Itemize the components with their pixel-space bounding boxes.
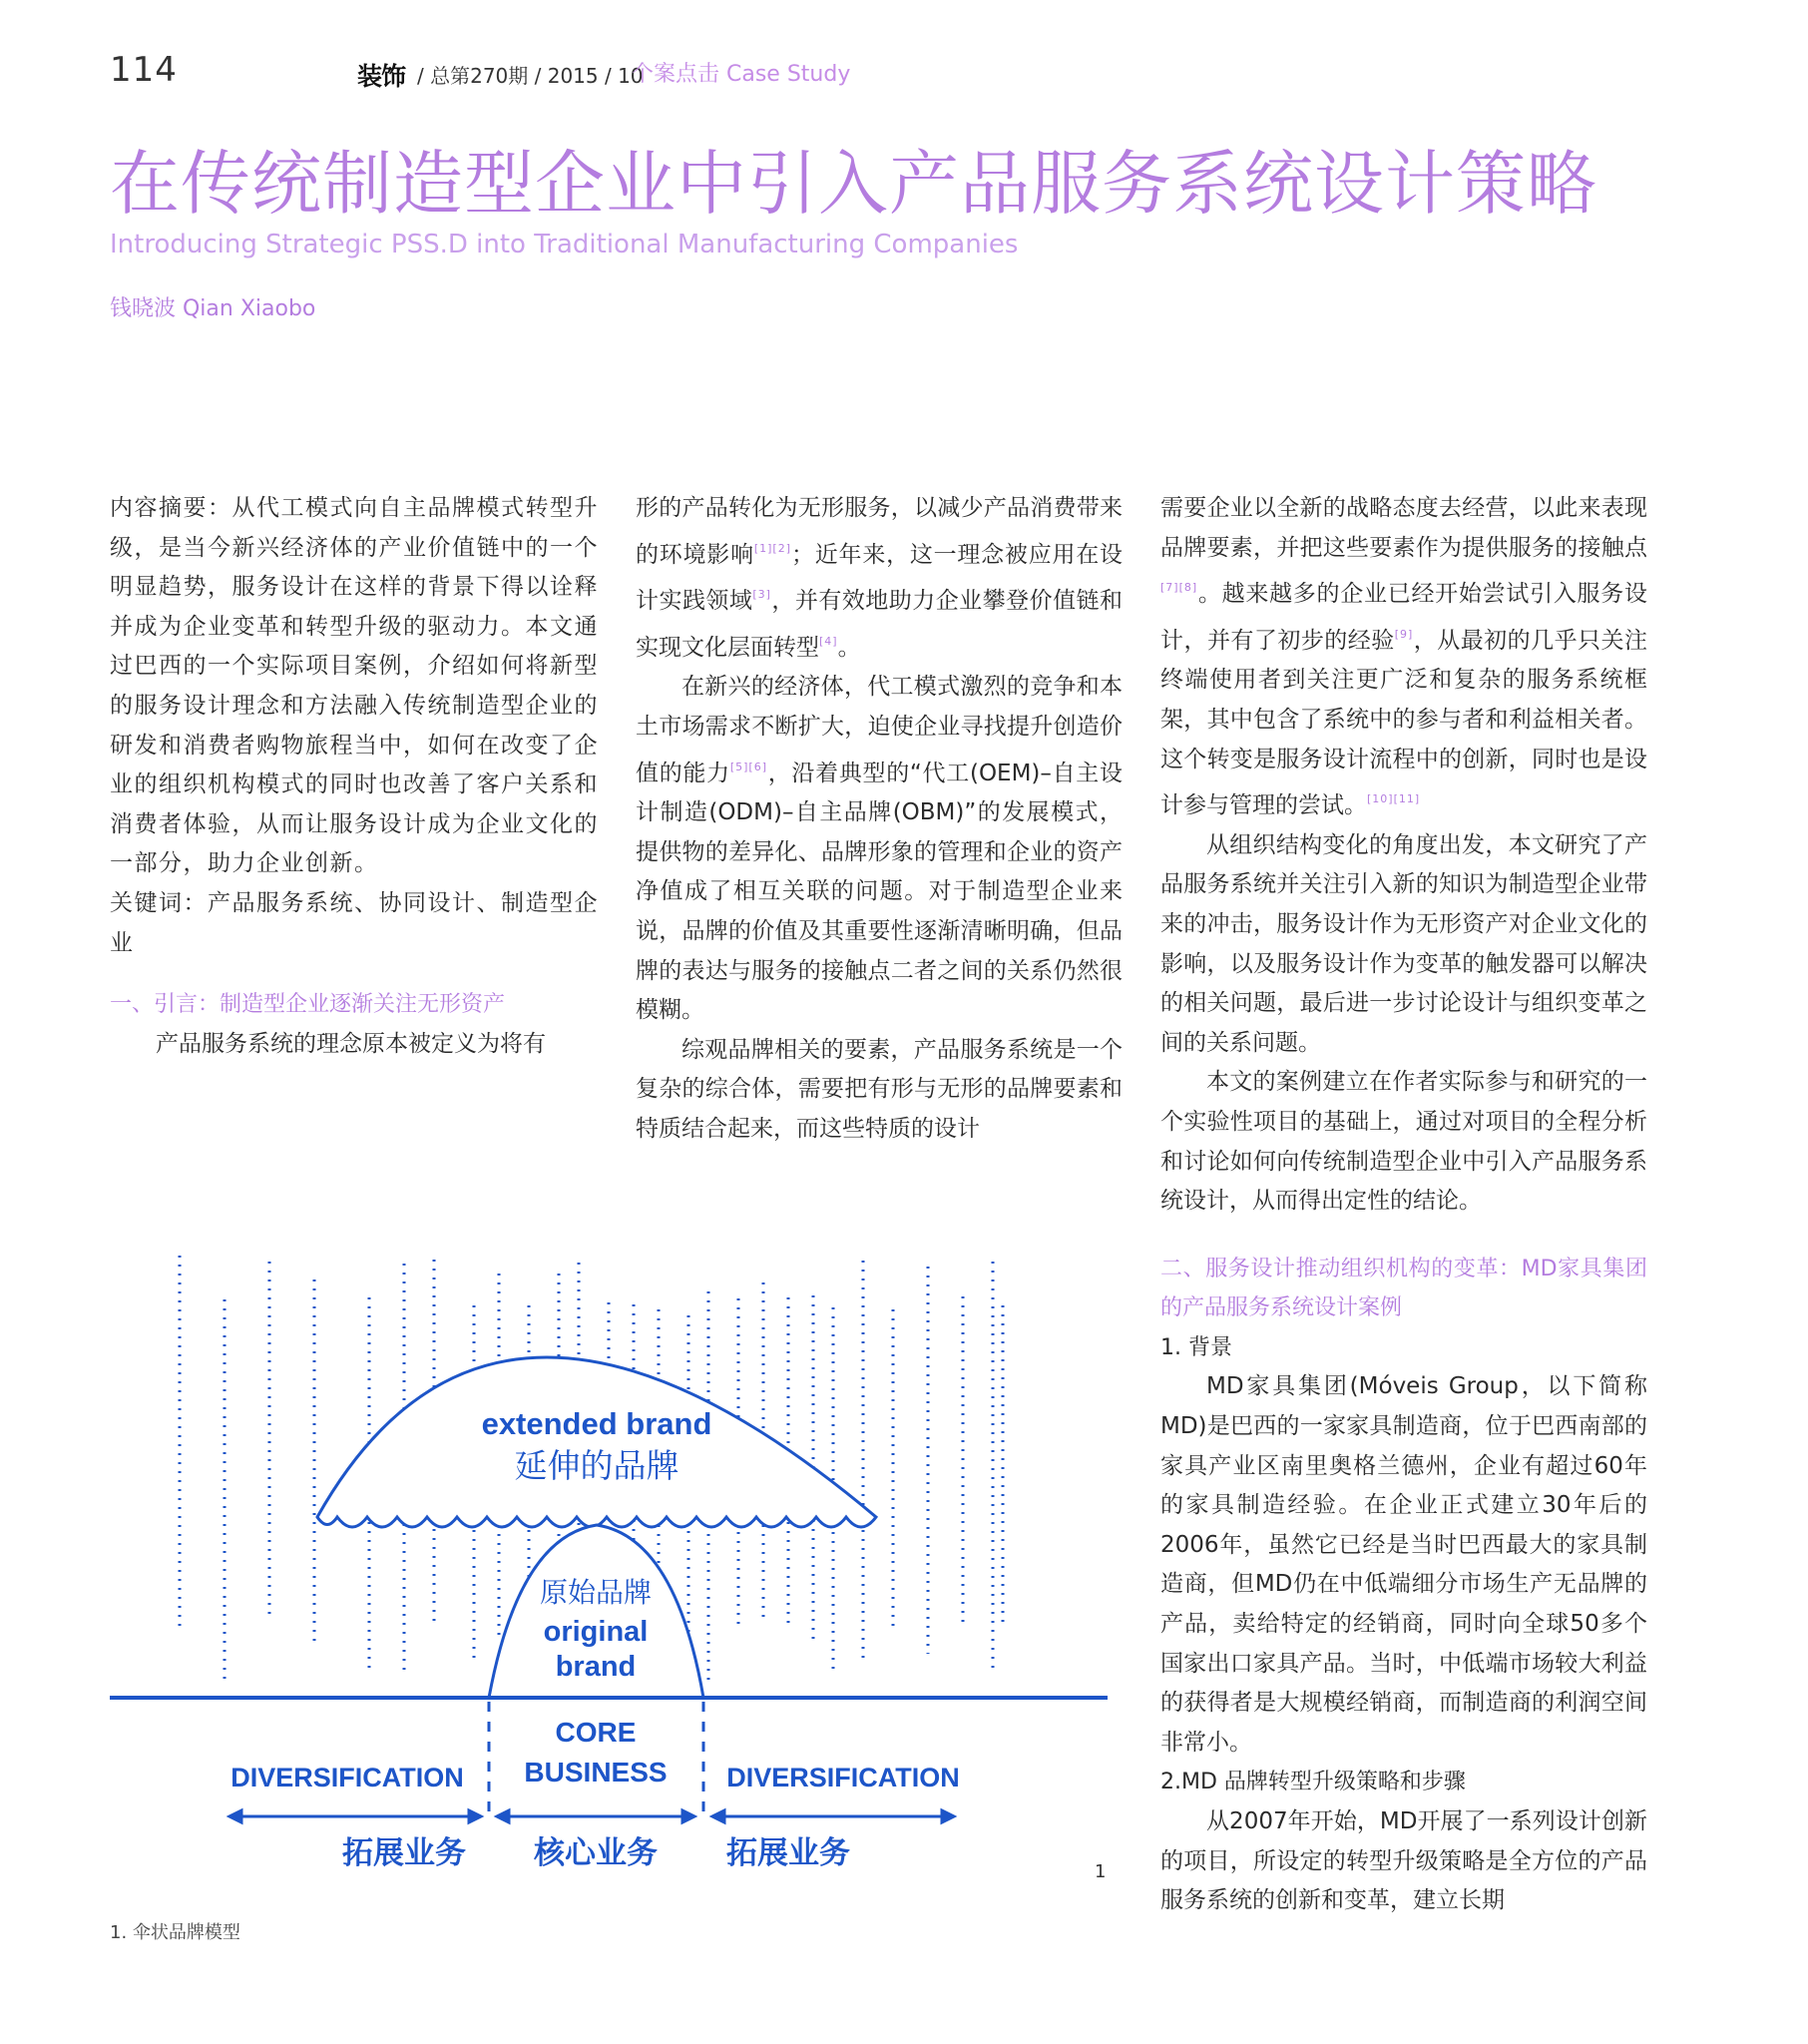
citation-ref[interactable]: [10][11] (1367, 792, 1421, 806)
core-business-2: BUSINESS (524, 1757, 668, 1788)
paragraph: 综观品牌相关的要素，产品服务系统是一个复杂的综合体，需要把有形与无形的品牌要素和特质结合起来，而这些特质的设计 (636, 1036, 1123, 1142)
article-title: 在传统制造型企业中引入产品服务系统设计策略 (110, 143, 1597, 225)
paragraph: 从组织结构变化的角度出发，本文研究了产品服务系统并关注引入新的知识为制造型企业带来的冲击，服务设计作为无形资产对企业文化的影响，以及服务设计作为变革的触发器可以解决的相关问题，最后进一步讨论设计与组织变革之间的关系问题。 (1160, 831, 1647, 1056)
original-brand-zh: 原始品牌 (539, 1577, 653, 1608)
section-label: 个案点击 Case Study (632, 62, 851, 87)
original-brand-en-2: brand (555, 1651, 637, 1683)
column-1 (110, 489, 599, 1064)
column-3 (1160, 489, 1647, 1921)
citation-ref[interactable]: [1][2] (753, 541, 792, 555)
expand-business-left: 拓展业务 (342, 1835, 466, 1870)
section-heading-1: 一、引言：制造型企业逐渐关注无形资产 (110, 992, 506, 1018)
extended-brand-en: extended brand (481, 1406, 712, 1441)
section-heading-2: 二、服务设计推动组织机构的变革：MD家具集团的产品服务系统设计案例 (1160, 1256, 1647, 1321)
citation-ref[interactable]: [5][6] (729, 760, 767, 773)
page-number: 114 (110, 50, 178, 90)
paragraph: 产品服务系统的理念原本被定义为将有 (156, 1030, 546, 1057)
umbrella-brand-diagram (100, 1238, 1118, 1876)
core-business-zh: 核心业务 (534, 1835, 658, 1870)
arrow-center (497, 1810, 694, 1822)
article-subtitle: Introducing Strategic PSS.D into Traditional Manufacturing Companies (110, 230, 1019, 259)
citation-ref[interactable]: [9] (1394, 627, 1414, 641)
paragraph: 形的产品转化为无形服务，以减少产品消费带来的环境影响[1][2]；近年来，这一理念被应用在设计实践领域[3]，并有效地助力企业攀登价值链和实现文化层面转型[4]。 (636, 495, 1124, 661)
issue-info: / 总第270期 / 2015 / 10 (417, 64, 644, 88)
citation-ref[interactable]: [7][8] (1160, 581, 1198, 595)
paragraph: 在新兴的经济体，代工模式激烈的竞争和本土市场需求不断扩大，迫使企业寻找提升创造价值的能力[5][6]，沿着典型的“代工(OEM)–自主设计制造(ODM)–自主品牌(OBM)”的发展模式，提供物的差异化、品牌形象的管理和企业的资产净值成了相互关联的问题。对于制造型企业来说，品牌的价值及其重要性逐渐清晰明确，但品牌的表达与服务的接触点二者之间的关系仍然很模糊。 (636, 674, 1124, 1024)
expand-business-right: 拓展业务 (726, 1835, 850, 1870)
citation-ref[interactable]: [3] (752, 588, 771, 602)
subheading-strategy: 2.MD 品牌转型升级策略和步骤 (1160, 1770, 1466, 1795)
keywords: 关键词：产品服务系统、协同设计、制造型企业 (110, 889, 599, 956)
original-brand-en-1: original (543, 1616, 649, 1648)
paragraph: MD家具集团(Móveis Group，以下简称MD)是巴西的一家家具制造商，位于巴西南部的家具产业区南里奥格兰德州，企业有超过60年的家具制造经验。在企业正式建立30年后的2006年，虽然它已经是当时巴西最大的家具制造商，但MD仍在中低端细分市场生产无品牌的产品，卖给特定的经销商，同时向全球50多个国家出口家具产品。当时，中低端市场较大利益的获得者是大规模经销商，而制造商的利润空间非常小。 (1160, 1373, 1647, 1756)
paragraph: 从2007年开始，MD开展了一系列设计创新的项目，所设定的转型升级策略是全方位的产品服务系统的创新和变革，建立长期 (1160, 1808, 1647, 1914)
arrow-right (712, 1810, 954, 1822)
paragraph: 本文的案例建立在作者实际参与和研究的一个实验性项目的基础上，通过对项目的全程分析和讨论如何向传统制造型企业中引入产品服务系统设计，从而得出定性的结论。 (1160, 1069, 1647, 1215)
author-name: 钱晓波 Qian Xiaobo (110, 296, 316, 321)
citation-ref[interactable]: [4] (819, 634, 838, 648)
diversification-left: DIVERSIFICATION (230, 1763, 464, 1792)
diversification-right: DIVERSIFICATION (726, 1763, 960, 1792)
arrow-left (229, 1810, 481, 1822)
paragraph: 需要企业以全新的战略态度去经营，以此来表现品牌要素，并把这些要素作为提供服务的接触点[7][8]。越来越多的企业已经开始尝试引入服务设计，并有了初步的经验[9]，从最初的几乎只关注终端使用者到关注更广泛和复杂的服务系统框架，其中包含了系统中的参与者和利益相关者。这个转变是服务设计流程中的创新，同时也是设计参与管理的尝试。[10][11] (1160, 495, 1648, 819)
abstract: 内容摘要：从代工模式向自主品牌模式转型升级，是当今新兴经济体的产业价值链中的一个明显趋势，服务设计在这样的背景下得以诠释并成为企业变革和转型升级的驱动力。本文通过巴西的一个实际项目案例，介绍如何将新型的服务设计理念和方法融入传统制造型企业的研发和消费者购物旅程当中，如何在改变了企业的组织机构模式的同时也改善了客户关系和消费者体验，从而让服务设计成为企业文化的一部分，助力企业创新。 (110, 495, 599, 877)
figure-number: 1 (1095, 1861, 1107, 1882)
figure-caption: 1. 伞状品牌模型 (110, 1922, 240, 1943)
core-business-1: CORE (555, 1717, 637, 1748)
column-2 (636, 489, 1123, 1150)
umbrella-canopy (317, 1357, 876, 1527)
extended-brand-zh: 延伸的品牌 (514, 1447, 679, 1484)
subheading-background: 1. 背景 (1160, 1334, 1232, 1360)
magazine-logo: 装饰 (357, 62, 406, 91)
